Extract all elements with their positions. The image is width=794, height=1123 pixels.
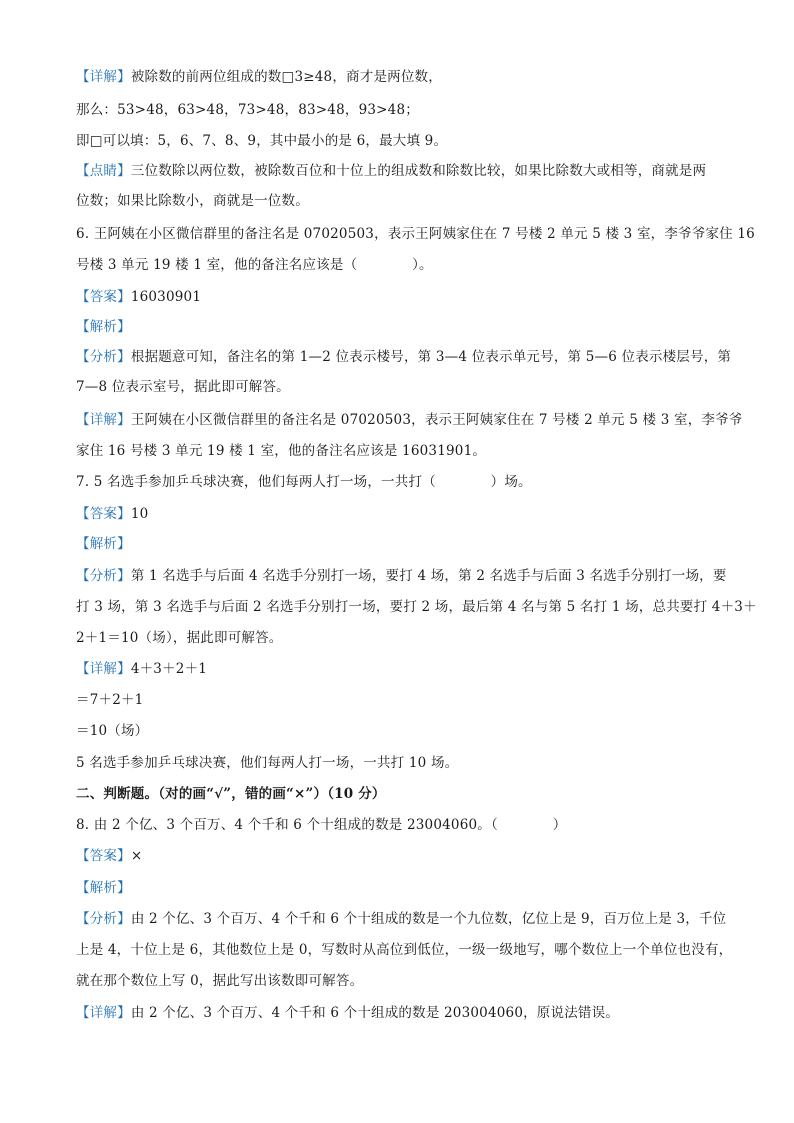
line-text: 7—8 位表示室号，据此即可解答。 xyxy=(76,379,290,395)
section-tag: 【详解】 xyxy=(76,412,131,428)
line-text: 6. 王阿姨在小区微信群里的备注名是 07020503，表示王阿姨家住在 7 号楼 2 单元 5 楼 3 室，李爷爷家住 16 xyxy=(76,226,755,242)
question-7-line xyxy=(76,473,726,491)
question-6-line xyxy=(76,225,755,243)
text-line xyxy=(76,722,726,740)
text-line xyxy=(76,162,726,180)
line-text: × xyxy=(130,848,143,864)
text-line xyxy=(76,629,726,647)
line-text: 打 3 场，第 3 名选手与后面 2 名选手分别打一场，要打 2 场，最后第 4 名与第 5 名打 1 场，总共要打 4＋3＋ xyxy=(76,599,757,615)
section-tag: 【详解】 xyxy=(76,661,131,677)
line-text: 8. 由 2 个亿、3 个百万、4 个千和 6 个十组成的数是 23004060。（ ） xyxy=(76,817,567,833)
text-line xyxy=(76,442,726,460)
line-text: 号楼 3 单元 19 楼 1 室，他的备注名应该是（ ）。 xyxy=(76,257,433,273)
section-tag: 【分析】 xyxy=(76,349,131,365)
text-line xyxy=(76,691,726,709)
section-tag: 【解析】 xyxy=(76,319,131,335)
text-line xyxy=(76,192,726,210)
answer-line xyxy=(76,847,726,865)
line-text: 由 2 个亿、3 个百万、4 个千和 6 个十组成的数是 203004060，原说法错误。 xyxy=(130,1005,620,1021)
analysis-heading xyxy=(76,318,726,336)
line-text: 10 xyxy=(130,506,149,522)
text-line xyxy=(76,101,726,119)
line-text: 7. 5 名选手参加乒乓球决赛，他们每两人打一场，一共打（ ）场。 xyxy=(76,474,532,490)
analysis-heading xyxy=(76,535,726,553)
line-text: ＝7＋2＋1 xyxy=(76,692,144,708)
text-line xyxy=(76,972,726,990)
line-text: 三位数除以两位数，被除数百位和十位上的组成数和除数比较，如果比除数大或相等，商就是两 xyxy=(130,163,707,179)
text-line xyxy=(76,660,726,678)
line-text: 根据题意可知，备注名的第 1—2 位表示楼号，第 3—4 位表示单元号，第 5—6 位表示楼层号，第 xyxy=(130,349,732,365)
text-line xyxy=(76,256,726,274)
text-line xyxy=(76,598,757,616)
line-text: 16030901 xyxy=(130,289,202,305)
line-text: 4＋3＋2＋1 xyxy=(130,661,208,677)
line-text: 被除数的前两位组成的数□3≥48，商才是两位数， xyxy=(130,69,442,85)
line-text: 第 1 名选手与后面 4 名选手分别打一场，要打 4 场，第 2 名选手与后面 3 名选手分别打一场，要 xyxy=(130,568,727,584)
answer-line xyxy=(76,505,726,523)
line-text: 二、判断题。（对的画“√”，错的画“×”）（10 分） xyxy=(76,786,386,802)
line-text: 5 名选手参加乒乓球决赛，他们每两人打一场，一共打 10 场。 xyxy=(76,755,459,771)
text-line xyxy=(76,910,726,928)
text-line xyxy=(76,1004,726,1022)
section-tag: 【解析】 xyxy=(76,880,131,896)
answer-line xyxy=(76,288,726,306)
section-tag: 【答案】 xyxy=(76,848,131,864)
line-text: 那么：53>48，63>48，73>48，83>48，93>48； xyxy=(76,102,419,118)
section-tag: 【答案】 xyxy=(76,289,131,305)
line-text: 位数；如果比除数小，商就是一位数。 xyxy=(76,193,309,209)
text-line xyxy=(76,68,726,86)
text-line xyxy=(76,378,726,396)
question-8-line xyxy=(76,816,726,834)
text-line xyxy=(76,411,743,429)
section-heading xyxy=(76,785,726,803)
line-text: ＝10（场） xyxy=(76,723,149,739)
line-text: 家住 16 号楼 3 单元 19 楼 1 室，他的备注名应该是 16031901。 xyxy=(76,443,487,459)
section-tag: 【答案】 xyxy=(76,506,131,522)
section-tag: 【详解】 xyxy=(76,1005,131,1021)
text-line xyxy=(76,754,726,772)
text-line xyxy=(76,348,732,366)
section-tag: 【分析】 xyxy=(76,568,131,584)
line-text: 王阿姨在小区微信群里的备注名是 07020503，表示王阿姨家住在 7 号楼 2 单元 5 楼 3 室，李爷爷 xyxy=(130,412,743,428)
line-text: 由 2 个亿、3 个百万、4 个千和 6 个十组成的数是一个九位数，亿位上是 9，百万位上是 3，千位 xyxy=(130,911,727,927)
line-text: 2＋1＝10（场），据此即可解答。 xyxy=(76,630,283,646)
section-tag: 【详解】 xyxy=(76,69,131,85)
section-tag: 【点睛】 xyxy=(76,163,131,179)
text-line xyxy=(76,132,726,150)
text-line xyxy=(76,567,726,585)
line-text: 就在那个数位上写 0，据此写出该数即可解答。 xyxy=(76,973,364,989)
line-text: 即□可以填：5，6、7、8、9，其中最小的是 6，最大填 9。 xyxy=(76,133,448,149)
section-tag: 【分析】 xyxy=(76,911,131,927)
section-tag: 【解析】 xyxy=(76,536,131,552)
text-line xyxy=(76,941,733,959)
line-text: 上是 4，十位上是 6，其他数位上是 0，写数时从高位到低位，一级一级地写，哪个数位上一个单位也没有， xyxy=(76,942,733,958)
analysis-heading xyxy=(76,879,726,897)
